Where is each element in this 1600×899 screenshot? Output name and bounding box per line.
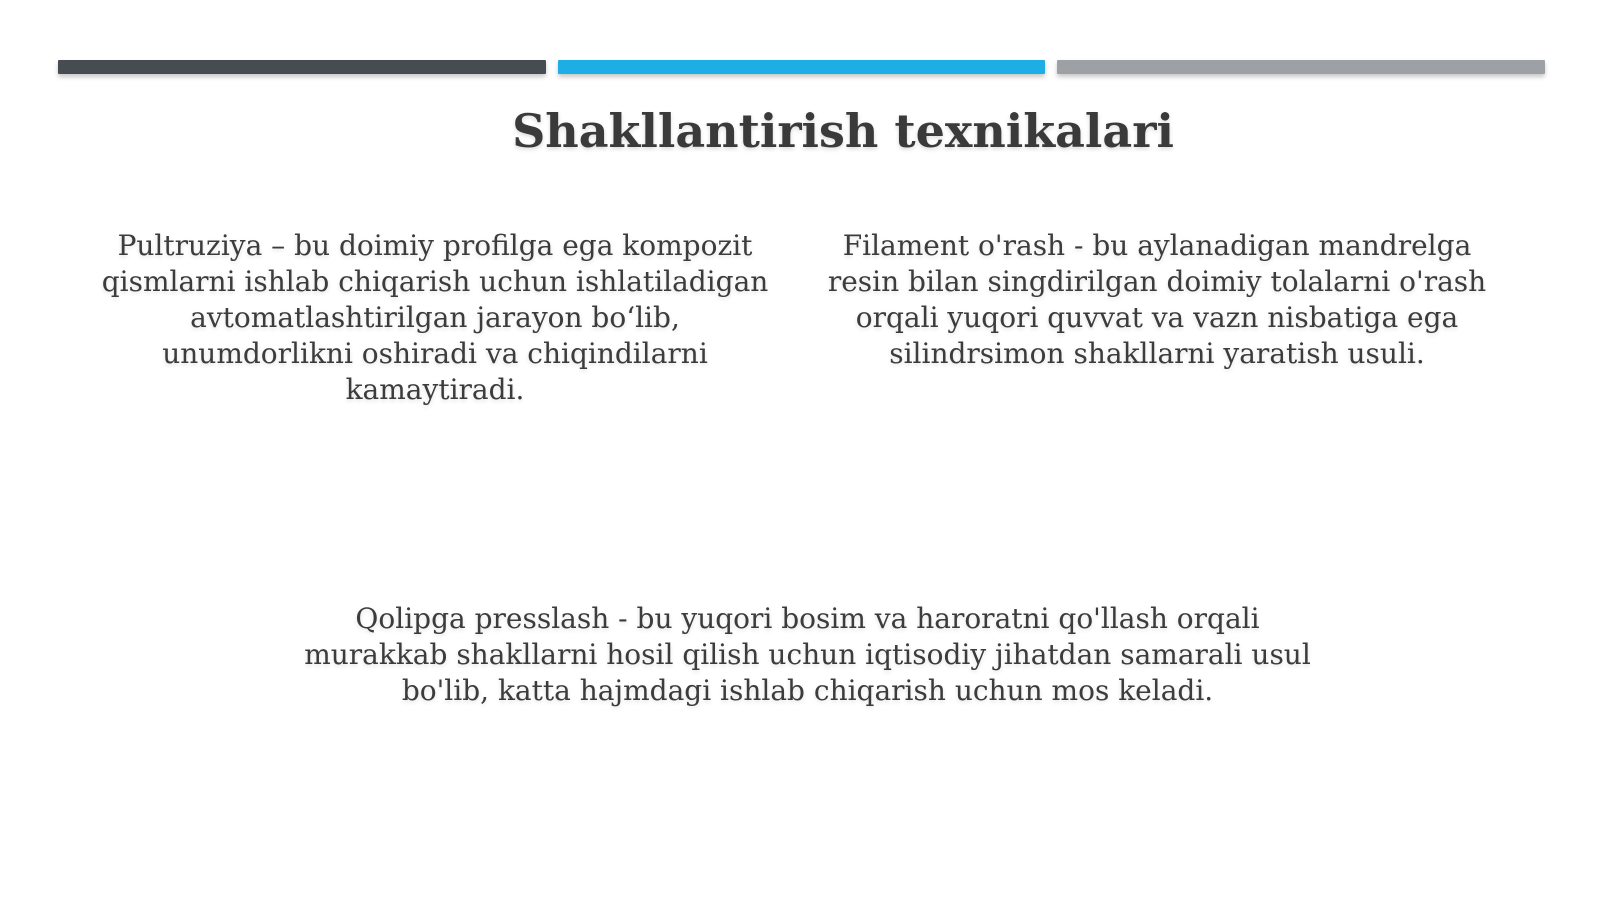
- header-bar-dark: [58, 60, 546, 74]
- compression-molding-paragraph: Qolipga presslash - bu yuqori bosim va haroratni qo'llash orqali murakkab shakllarni hosil qilish uchun iqtisodiy jihatdan samarali usul bo'lib, katta hajmdagi ishlab chiqarish uchun mos keladi.: [304, 602, 1311, 707]
- filament-winding-paragraph: Filament o'rash - bu aylanadigan mandrelga resin bilan singdirilgan doimiy tolalarni o'rash orqali yuqori quvvat va vazn nisbatiga ega silindrsimon shakllarni yaratish usuli.: [827, 229, 1487, 370]
- header-bar-blue: [558, 60, 1045, 74]
- pultrusion-paragraph: Pultruziya – bu doimiy profilga ega kompozit qismlarni ishlab chiqarish uchun ishlatiladigan avtomatlashtirilgan jarayon bo‘lib, unumdorlikni oshiradi va chiqindilarni kamaytiradi.: [101, 229, 769, 406]
- header-bar-gray: [1057, 60, 1545, 74]
- slide-title: Shakllantirish texnikalari: [512, 104, 1174, 158]
